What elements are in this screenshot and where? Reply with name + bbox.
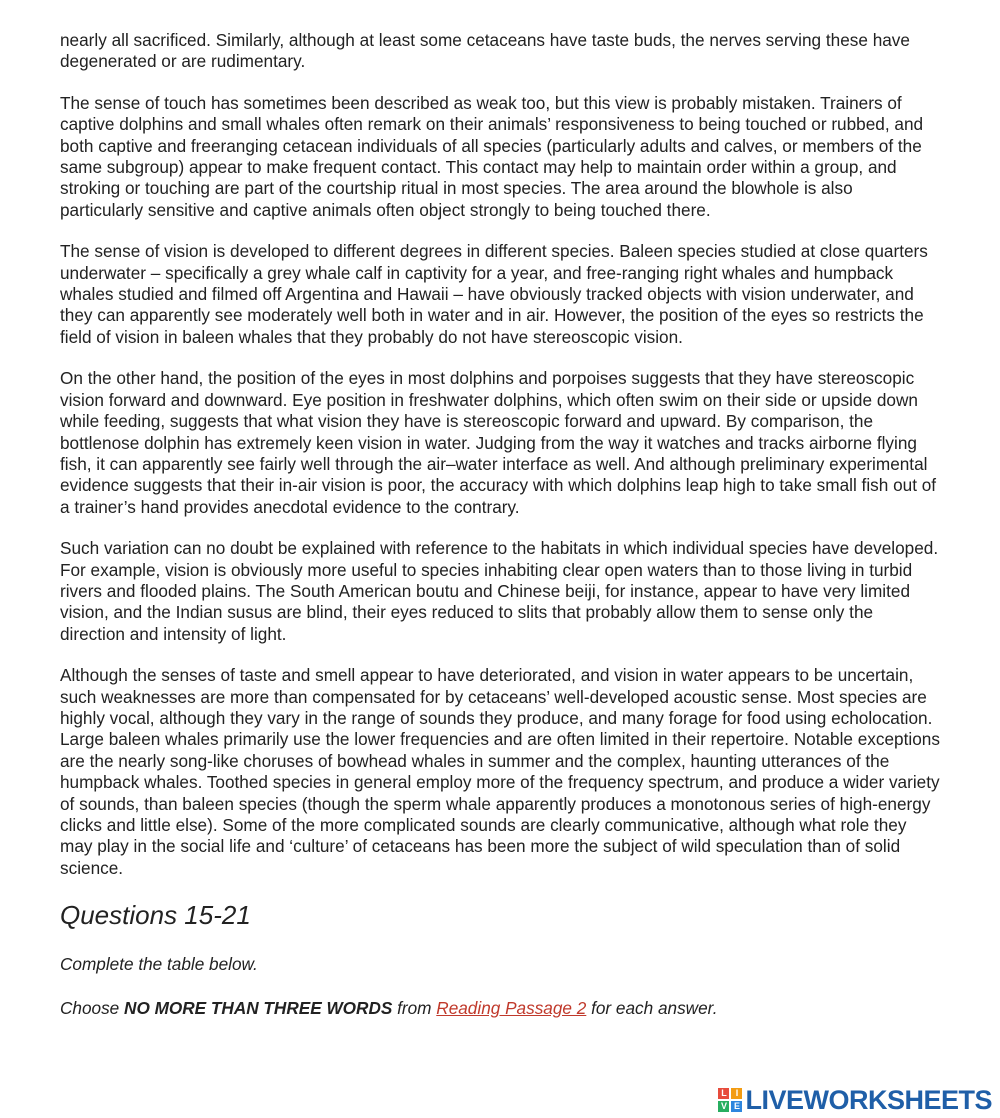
instruction-mid: from	[392, 998, 437, 1019]
paragraph-taste: nearly all sacrificed. Similarly, although at least some cetaceans have taste buds, the nerves serving these have degenerated or are rudimentary.	[60, 30, 910, 72]
paragraph-touch: The sense of touch has sometimes been described as weak too, but this view is probably mistaken. Trainers of captive dolphins and small whales often remark on their animals’ responsiveness to being touched or rubbed, and both captive and freeranging cetacean individuals of all species (particularly adults and calves, or members of the same subgroup) appear to make frequent contact. This contact may help to maintain order within a group, and stroking or touching are part of the courtship ritual in most species. The area around the blowhole is also particularly sensitive and captive animals often object strongly to being touched there.	[60, 92, 924, 220]
logo-letter-i: I	[731, 1088, 742, 1099]
logo-letter-l: L	[718, 1088, 729, 1099]
paragraph-acoustic-sense: Although the senses of taste and smell appear to have deteriorated, and vision in water appears to be uncertain, such weaknesses are more than compensated for by cetaceans’ well-developed acoustic sense. Most species are highly vocal, although they vary in the range of sounds they produce, and many forage for food using echolocation. Large baleen whales primarily use the lower frequencies and are often limited in their repertoire. Notable exceptions are the nearly song-like choruses of bowhead whales in summer and the complex, haunting utterances of the humpback whales. Toothed species in general employ more of the frequency spectrum, and produce a wider variety of sounds, than baleen species (though the sperm whale apparently produces a monotonous series of high-energy clicks and little else). Some of the more complicated sounds are clearly communicative, although what role they may play in the social life and ‘culture’ of cetaceans has been more the subject of wild speculation than of solid science.	[60, 665, 940, 878]
paragraph-vision-dolphins: On the other hand, the position of the eyes in most dolphins and porpoises suggests that they have stereoscopic vision forward and downward. Eye position in freshwater dolphins, which often swim on their side or upside down while feeding, suggests that what vision they have is stereoscopic forward and upward. By comparison, the bottlenose dolphin has extremely keen vision in water. Judging from the way it watches and tracks airborne flying fish, it can apparently see fairly well through the air–water interface as well. And although preliminary experimental evidence suggests that their in-air vision is poor, the accuracy with which dolphins leap high to take small fish out of a trainer’s hand provides anecdotal evidence to the contrary.	[60, 368, 937, 517]
paragraph-vision-baleen: The sense of vision is developed to different degrees in different species. Baleen species studied at close quarters underwater – specifically a grey whale calf in captivity for a year, and free-ranging right whales and humpback whales studied and filmed off Argentina and Hawaii – have obviously tracked objects with vision underwater, and they can apparently see moderately well both in water and in air. However, the position of the eyes so restricts the field of vision in baleen whales that they probably do not have stereoscopic vision.	[60, 241, 928, 347]
liveworksheets-watermark	[714, 1086, 992, 1114]
questions-heading: Questions 15-21	[60, 900, 251, 931]
logo-letter-e: E	[731, 1101, 742, 1112]
paragraph-habitat-variation: Such variation can no doubt be explained with reference to the habitats in which individual species have developed. For example, vision is obviously more useful to species inhabiting clear open waters than to those living in turbid rivers and flooded plains. The South American boutu and Chinese beiji, for instance, appear to have very limited vision, and the Indian susus are blind, their eyes reduced to slits that probably allow them to sense only the direction and intensity of light.	[60, 538, 939, 644]
instruction-complete-table: Complete the table below.	[60, 954, 258, 975]
liveworksheets-brand-name: LIVEWORKSHEETS	[745, 1085, 992, 1115]
reading-passage-link[interactable]: Reading Passage 2	[436, 998, 587, 1019]
instruction-word-limit	[60, 997, 940, 1019]
logo-letter-v: V	[718, 1101, 729, 1112]
instruction-suffix: for each answer.	[586, 998, 718, 1019]
liveworksheets-logo-icon	[718, 1088, 742, 1112]
instruction-prefix: Choose	[60, 998, 125, 1019]
word-limit-emphasis: NO MORE THAN THREE WORDS	[124, 998, 393, 1019]
reading-passage	[60, 30, 940, 1041]
